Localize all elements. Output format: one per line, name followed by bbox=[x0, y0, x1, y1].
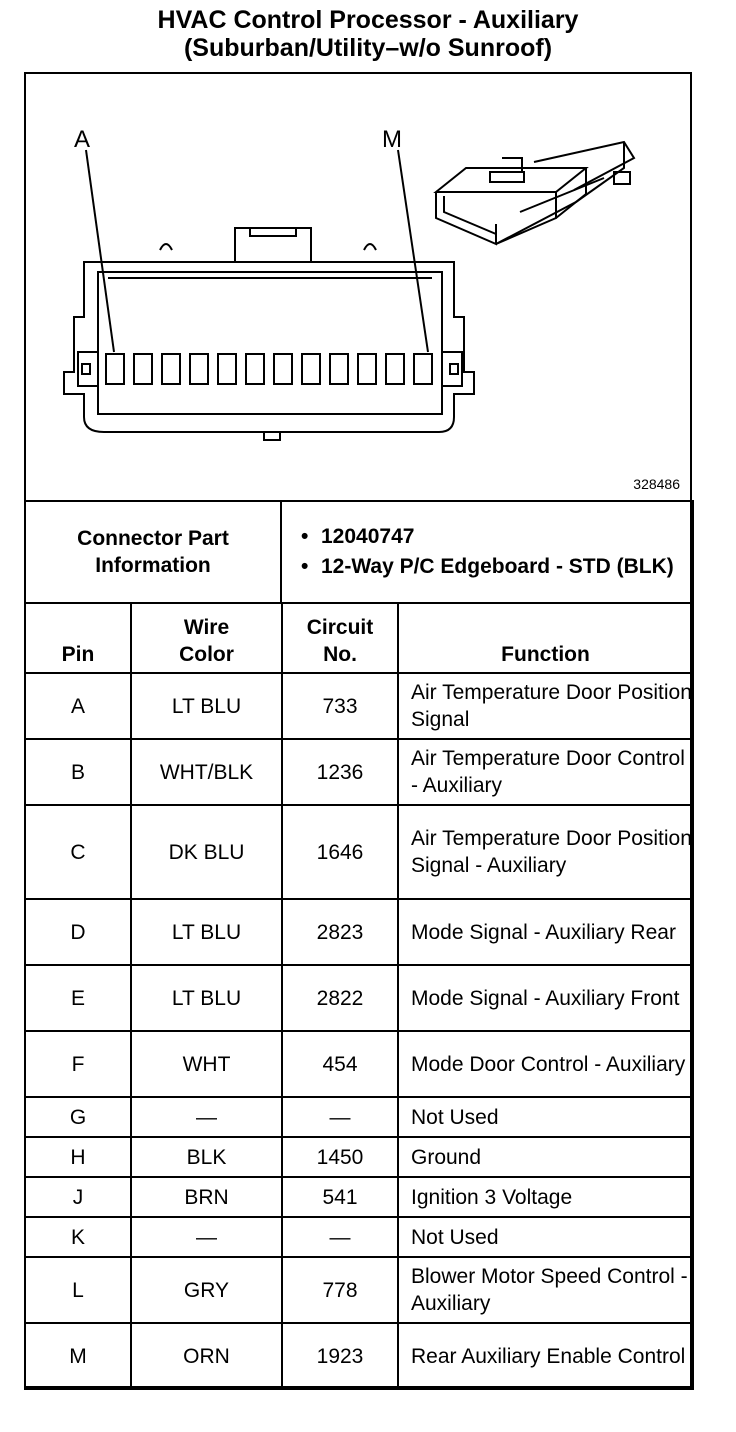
pin-label-a: A bbox=[74, 126, 91, 153]
wire-color-cell: WHT bbox=[131, 1031, 282, 1097]
circuit-number-cell: 2822 bbox=[282, 965, 398, 1031]
table-row bbox=[25, 1323, 693, 1389]
circuit-number-cell: 1923 bbox=[282, 1323, 398, 1389]
circuit-number-cell: 541 bbox=[282, 1177, 398, 1217]
function-cell: Air Temperature Door Position Signal bbox=[398, 673, 693, 739]
connector-diagram bbox=[24, 72, 692, 502]
wire-color-cell: BLK bbox=[131, 1137, 282, 1177]
function-cell: Rear Auxiliary Enable Control bbox=[398, 1323, 693, 1389]
table-row bbox=[25, 673, 693, 739]
wire-color-cell: WHT/BLK bbox=[131, 739, 282, 805]
table-row bbox=[25, 1097, 693, 1137]
circuit-number-cell: 778 bbox=[282, 1257, 398, 1323]
connector-drawing bbox=[24, 72, 692, 502]
connector-iso-view bbox=[436, 142, 634, 244]
pin-row bbox=[106, 354, 432, 384]
circuit-number-cell: 1646 bbox=[282, 805, 398, 899]
table-row bbox=[25, 1177, 693, 1217]
leader-line-a bbox=[86, 150, 114, 352]
wire-color-cell: DK BLU bbox=[131, 805, 282, 899]
connector-face bbox=[64, 228, 474, 440]
function-cell: Air Temperature Door Position Signal - Auxiliary bbox=[398, 805, 693, 899]
connector-part-info-item: • 12-Way P/C Edgeboard - STD (BLK) bbox=[321, 552, 691, 582]
wire-color-cell: LT BLU bbox=[131, 673, 282, 739]
table-row bbox=[25, 965, 693, 1031]
table-row bbox=[25, 899, 693, 965]
pin-cavity bbox=[162, 354, 180, 384]
header-pin: Pin bbox=[25, 603, 131, 673]
circuit-number-cell: — bbox=[282, 1097, 398, 1137]
wire-color-cell: GRY bbox=[131, 1257, 282, 1323]
wire-color-cell: BRN bbox=[131, 1177, 282, 1217]
header-circuit-no: Circuit No. bbox=[282, 603, 398, 673]
pin-cell: G bbox=[25, 1097, 131, 1137]
title-line-2: (Suburban/Utility–w/o Sunroof) bbox=[183, 34, 553, 62]
circuit-number-cell: 2823 bbox=[282, 899, 398, 965]
pin-cavity bbox=[246, 354, 264, 384]
table-row bbox=[25, 805, 693, 899]
leader-line-m bbox=[398, 150, 428, 352]
title-line-1: HVAC Control Processor - Auxiliary bbox=[157, 6, 579, 34]
function-cell: Mode Signal - Auxiliary Front bbox=[398, 965, 693, 1031]
function-cell: Ignition 3 Voltage bbox=[398, 1177, 693, 1217]
figure-number: 328486 bbox=[633, 476, 680, 492]
pin-cell: C bbox=[25, 805, 131, 899]
function-cell: Not Used bbox=[398, 1097, 693, 1137]
function-cell: Mode Signal - Auxiliary Rear bbox=[398, 899, 693, 965]
pin-cavity bbox=[218, 354, 236, 384]
header-function: Function bbox=[398, 603, 693, 673]
pin-cell: D bbox=[25, 899, 131, 965]
wire-color-cell: — bbox=[131, 1217, 282, 1257]
pin-cell: E bbox=[25, 965, 131, 1031]
pin-cell: B bbox=[25, 739, 131, 805]
wire-color-cell: — bbox=[131, 1097, 282, 1137]
table-row bbox=[25, 1137, 693, 1177]
pin-cavity bbox=[302, 354, 320, 384]
pin-cell: M bbox=[25, 1323, 131, 1389]
connector-part-info-values bbox=[281, 501, 693, 603]
function-cell: Blower Motor Speed Control - Auxiliary bbox=[398, 1257, 693, 1323]
table-row bbox=[25, 739, 693, 805]
pin-cell: F bbox=[25, 1031, 131, 1097]
pin-cell: L bbox=[25, 1257, 131, 1323]
circuit-number-cell: — bbox=[282, 1217, 398, 1257]
wire-color-cell: LT BLU bbox=[131, 899, 282, 965]
pin-label-m: M bbox=[382, 126, 402, 153]
pinout-table bbox=[24, 602, 694, 1390]
pin-cavity bbox=[274, 354, 292, 384]
pin-cavity bbox=[386, 354, 404, 384]
circuit-number-cell: 1236 bbox=[282, 739, 398, 805]
connector-part-info bbox=[24, 500, 694, 604]
pin-cavity bbox=[330, 354, 348, 384]
wire-color-cell: LT BLU bbox=[131, 965, 282, 1031]
pin-cell: K bbox=[25, 1217, 131, 1257]
page-title bbox=[0, 6, 736, 62]
pin-cell: A bbox=[25, 673, 131, 739]
wire-color-cell: ORN bbox=[131, 1323, 282, 1389]
circuit-number-cell: 1450 bbox=[282, 1137, 398, 1177]
circuit-number-cell: 733 bbox=[282, 673, 398, 739]
connector-part-info-item: • 12040747 bbox=[321, 522, 691, 552]
pin-cavity bbox=[414, 354, 432, 384]
pin-cavity bbox=[358, 354, 376, 384]
pin-cell: J bbox=[25, 1177, 131, 1217]
function-cell: Air Temperature Door Control - Auxiliary bbox=[398, 739, 693, 805]
connector-part-info-label: Connector Part Information bbox=[25, 501, 281, 603]
pin-cavity bbox=[134, 354, 152, 384]
pin-cell: H bbox=[25, 1137, 131, 1177]
function-cell: Ground bbox=[398, 1137, 693, 1177]
header-wire-color: Wire Color bbox=[131, 603, 282, 673]
pin-cavity bbox=[190, 354, 208, 384]
circuit-number-cell: 454 bbox=[282, 1031, 398, 1097]
table-row bbox=[25, 1217, 693, 1257]
pin-cavity bbox=[106, 354, 124, 384]
table-row bbox=[25, 1031, 693, 1097]
function-cell: Not Used bbox=[398, 1217, 693, 1257]
function-cell: Mode Door Control - Auxiliary bbox=[398, 1031, 693, 1097]
table-row bbox=[25, 1257, 693, 1323]
